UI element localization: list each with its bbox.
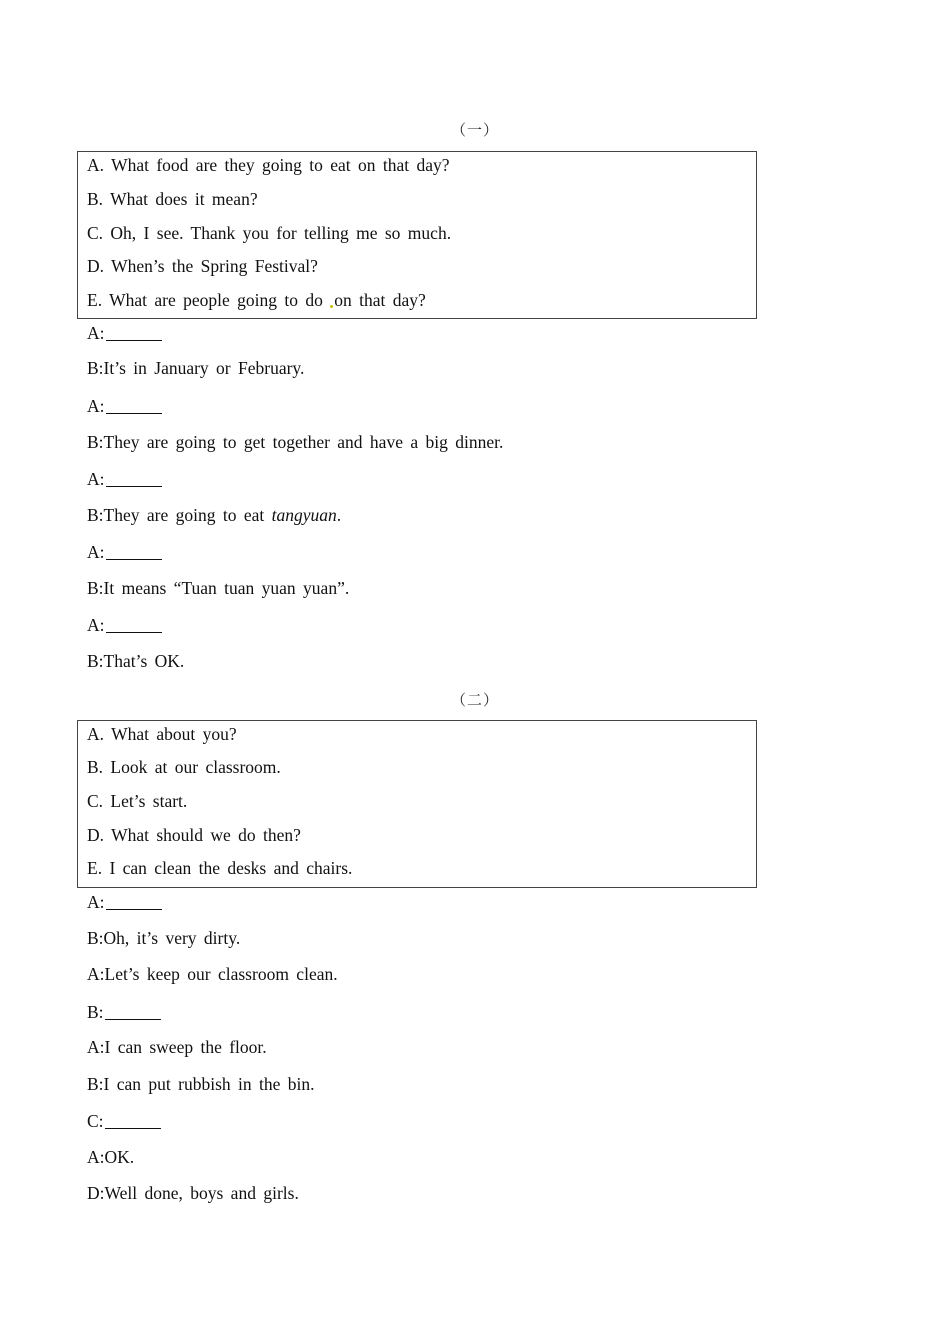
option-d: D. What should we do then?: [87, 825, 301, 845]
dialogue-line: B:I can put rubbish in the bin.: [87, 1074, 315, 1094]
option-e-before: E. What are people going to do: [87, 290, 331, 310]
speaker-label: A:: [87, 542, 105, 562]
dialogue-line: B:They are going to get together and have a big dinner.: [87, 432, 504, 452]
speaker-label: A:: [87, 615, 105, 635]
answer-blank[interactable]: [106, 893, 162, 910]
answer-blank[interactable]: [106, 324, 162, 341]
dialogue-line: [87, 1111, 161, 1131]
dialogue-line: [87, 1002, 161, 1022]
section-title-1: （一）: [450, 123, 499, 139]
dialogue-line: B:It means “Tuan tuan yuan yuan”.: [87, 578, 350, 598]
option-d: D. When’s the Spring Festival?: [87, 256, 318, 276]
option-b: B. What does it mean?: [87, 189, 258, 209]
answer-blank[interactable]: [105, 1003, 161, 1020]
option-c: C. Let’s start.: [87, 791, 188, 811]
answer-blank[interactable]: [106, 397, 162, 414]
dialogue-line: D:Well done, boys and girls.: [87, 1183, 299, 1203]
dialogue-line: A:I can sweep the floor.: [87, 1037, 267, 1057]
speaker-label: A:: [87, 323, 105, 343]
dialogue-line: A:Let’s keep our classroom clean.: [87, 964, 338, 984]
options-box-1: [77, 151, 757, 319]
dialogue-line: [87, 469, 162, 489]
answer-blank[interactable]: [106, 616, 162, 633]
option-e: E. I can clean the desks and chairs.: [87, 858, 353, 878]
dialogue-line: [87, 505, 341, 525]
dialogue-line: [87, 892, 162, 912]
option-b: B. Look at our classroom.: [87, 757, 281, 777]
dialogue-line: A:OK.: [87, 1147, 135, 1167]
dialogue-line: B:That’s OK.: [87, 651, 185, 671]
answer-blank[interactable]: [105, 1112, 161, 1129]
speaker-label: B:: [87, 1002, 104, 1022]
option-c: C. Oh, I see. Thank you for telling me so much.: [87, 223, 452, 243]
dialogue-text: B:They are going to eat: [87, 505, 272, 525]
dialogue-line: B:Oh, it’s very dirty.: [87, 928, 241, 948]
option-a: A. What food are they going to eat on that day?: [87, 155, 450, 175]
dialogue-line: [87, 542, 162, 562]
dialogue-line: B:It’s in January or February.: [87, 358, 305, 378]
italic-word: tangyuan: [271, 505, 337, 525]
answer-blank[interactable]: [106, 543, 162, 560]
speaker-label: A:: [87, 469, 105, 489]
dialogue-line: [87, 323, 162, 343]
speaker-label: C:: [87, 1111, 104, 1131]
speaker-label: A:: [87, 396, 105, 416]
dialogue-line: [87, 396, 162, 416]
option-e-after: on that day?: [334, 290, 426, 310]
section-title-2: （二）: [450, 693, 499, 709]
speaker-label: A:: [87, 892, 105, 912]
options-box-2: [77, 720, 757, 888]
mark-dot-icon: [330, 305, 333, 308]
dialogue-text-end: .: [336, 505, 342, 525]
dialogue-line: [87, 615, 162, 635]
option-a: A. What about you?: [87, 724, 237, 744]
answer-blank[interactable]: [106, 470, 162, 487]
option-e: [87, 290, 426, 310]
